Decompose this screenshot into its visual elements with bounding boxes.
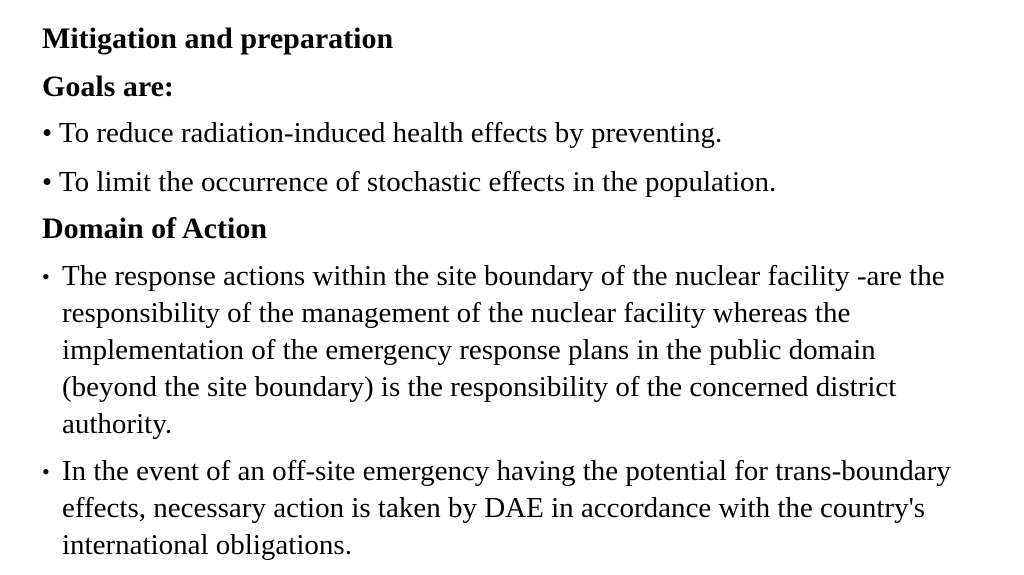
goal-item [42, 115, 722, 151]
bullet-icon: • [42, 459, 50, 484]
goal-text: To limit the occurrence of stochastic effects in the population. [58, 166, 777, 198]
section-heading-mitigation: Mitigation and preparation [42, 22, 394, 55]
section-heading-goals: Goals are: [42, 70, 174, 103]
bullet-icon: • [42, 166, 53, 198]
domain-text: In the event of an off-site emergency having the potential for trans-boundary effects, necessary action is taken by DAE in accordance with the country's international obligations. [62, 455, 951, 561]
goal-item [42, 164, 776, 200]
domain-item [42, 453, 972, 564]
domain-item [42, 258, 972, 443]
bullet-icon: • [42, 117, 53, 149]
domain-text: The response actions within the site boundary of the nuclear facility -are the responsibility of the management of the nuclear facility whereas the implementation of the emergency response plans in the public domain (beyond the site boundary) is the responsibility of the concerned district authority. [62, 260, 945, 440]
goal-text: To reduce radiation-induced health effects by preventing. [58, 117, 723, 149]
bullet-icon: • [42, 264, 50, 289]
section-heading-domain: Domain of Action [42, 212, 267, 245]
